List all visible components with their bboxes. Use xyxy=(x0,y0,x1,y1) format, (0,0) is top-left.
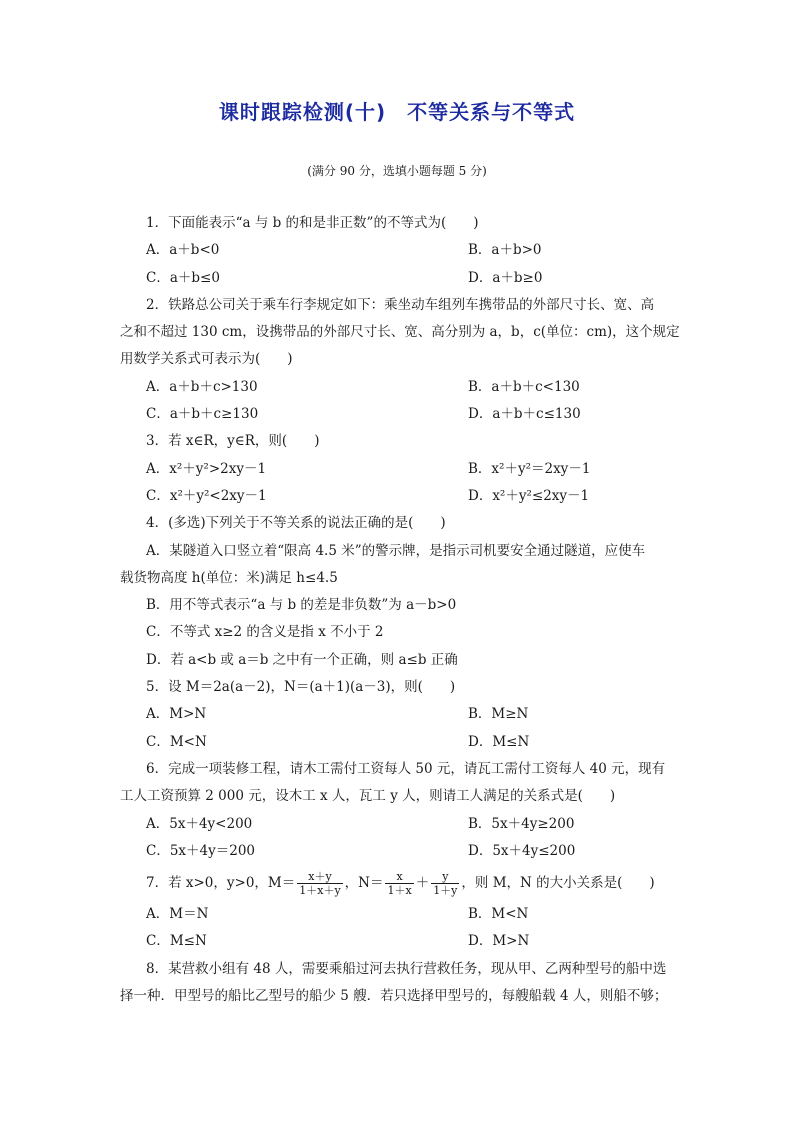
question-1-options-row-1 xyxy=(120,237,680,264)
question-7-option-c: C．M≤N xyxy=(146,933,207,950)
question-6-option-c: C．5x＋4y＝200 xyxy=(146,842,256,859)
question-4-option-b: B．用不等式表示“a 与 b 的差是非负数”为 a－b>0 xyxy=(146,597,457,614)
question-6-stem-line-1: 6．完成一项装修工程，请木工需付工资每人 50 元，请瓦工需付工资每人 40 元，现有 xyxy=(146,760,666,777)
question-3-options-row-1 xyxy=(120,456,680,483)
question-2-option-a: A．a＋b＋c>130 xyxy=(146,378,258,395)
fraction-n-1 xyxy=(385,870,413,897)
question-7-option-b: B．M<N xyxy=(468,906,529,923)
question-6-stem-line-2: 工人工资预算 2 000 元，设木工 x 人，瓦工 y 人，则请工人满足的关系式是( ) xyxy=(120,788,616,805)
fraction-n-1-denominator: 1＋x xyxy=(387,884,412,898)
question-5-option-b: B．M≥N xyxy=(468,706,529,723)
question-7-options-row-2 xyxy=(120,928,680,955)
question-6-option-a: A．5x＋4y<200 xyxy=(146,815,253,832)
question-2-option-d: D．a＋b＋c≤130 xyxy=(468,406,581,423)
fraction-m-denominator: 1＋x＋y xyxy=(299,884,341,898)
question-3-option-d: D．x²＋y²≤2xy－1 xyxy=(468,487,590,504)
question-1-option-b: B．a＋b>0 xyxy=(468,242,542,259)
question-1-options-row-2 xyxy=(120,265,680,292)
fraction-m xyxy=(297,870,342,897)
fraction-n-2-denominator: 1＋y xyxy=(433,884,458,898)
question-5-option-c: C．M<N xyxy=(146,733,207,750)
fraction-n-2-numerator: y xyxy=(431,870,459,884)
question-1-option-c: C．a＋b≤0 xyxy=(146,269,220,286)
question-2-stem-line-1: 2．铁路总公司关于乘车行李规定如下：乘坐动车组列车携带品的外部尺寸长、宽、高 xyxy=(146,296,655,313)
question-1-stem: 1．下面能表示“a 与 b 的和是非正数”的不等式为( ) xyxy=(146,215,479,231)
question-7-text-2: ，N＝ xyxy=(344,875,384,892)
question-3-option-b: B．x²＋y²＝2xy－1 xyxy=(468,460,591,477)
score-note: (满分 90 分，选填小题每题 5 分) xyxy=(307,164,487,178)
question-7-option-a: A．M＝N xyxy=(146,906,209,923)
question-4-option-c: C．不等式 x≥2 的含义是指 x 不小于 2 xyxy=(146,624,384,641)
question-5-stem: 5．设 M＝2a(a－2)，N＝(a＋1)(a－3)，则( ) xyxy=(146,679,456,696)
question-list xyxy=(120,210,680,1010)
question-2-option-b: B．a＋b＋c<130 xyxy=(468,378,580,395)
question-5-options-row-1 xyxy=(120,701,680,728)
question-4-option-a-line-1: A．某隧道入口竖立着“限高 4.5 米”的警示牌，是指示司机要安全通过隧道，应使车 xyxy=(146,542,646,559)
question-8-stem-line-1: 8．某营救小组有 48 人，需要乘船过河去执行营救任务，现从甲、乙两种型号的船中选 xyxy=(146,960,667,977)
question-2-options-row-2 xyxy=(120,401,680,428)
question-7-options-row-1 xyxy=(120,901,680,928)
question-5-options-row-2 xyxy=(120,729,680,756)
question-6-option-b: B．5x＋4y≥200 xyxy=(468,815,575,832)
question-8-stem-line-2: 择一种．甲型号的船比乙型号的船少 5 艘．若只选择甲型号的，每艘船载 4 人，则船不够； xyxy=(120,988,668,1005)
question-2-stem-line-2: 之和不超过 130 cm，设携带品的外部尺寸长、宽、高分别为 a，b，c(单位：cm)，这个规定 xyxy=(120,324,680,341)
question-7-text-4: ，则 M，N 的大小关系是( ) xyxy=(461,875,655,892)
question-5-option-a: A．M>N xyxy=(146,706,207,723)
question-2-option-c: C．a＋b＋c≥130 xyxy=(146,406,259,423)
question-3-option-a: A．x²＋y²>2xy－1 xyxy=(146,460,267,477)
question-7-option-d: D．M>N xyxy=(468,933,530,950)
fraction-n-1-numerator: x xyxy=(385,870,413,884)
page-title: 课时跟踪检测(十) 不等关系与不等式 xyxy=(218,100,576,124)
question-4-stem: 4．(多选)下列关于不等关系的说法正确的是( ) xyxy=(146,515,446,532)
question-3-options-row-2 xyxy=(120,483,680,510)
question-6-options-row-2 xyxy=(120,838,680,865)
question-1-option-a: A．a＋b<0 xyxy=(146,242,220,259)
question-7-text-1: 7．若 x>0，y>0，M＝ xyxy=(146,875,296,892)
question-3-stem: 3．若 x∈R，y∈R，则( ) xyxy=(146,433,320,450)
question-6-options-row-1 xyxy=(120,811,680,838)
question-1-option-d: D．a＋b≥0 xyxy=(468,269,543,286)
fraction-m-numerator: x＋y xyxy=(297,870,342,884)
question-6-option-d: D．5x＋4y≤200 xyxy=(468,842,576,859)
question-7-text-3: ＋ xyxy=(415,875,430,892)
question-5-option-d: D．M≤N xyxy=(468,733,530,750)
question-2-stem-line-3: 用数学关系式可表示为( ) xyxy=(120,351,293,368)
question-3-option-c: C．x²＋y²<2xy－1 xyxy=(146,487,267,504)
question-4-option-d: D．若 a<b 或 a＝b 之中有一个正确，则 a≤b 正确 xyxy=(146,651,458,668)
fraction-n-2 xyxy=(431,870,459,897)
question-2-options-row-1 xyxy=(120,374,680,401)
question-7-stem xyxy=(120,865,680,901)
question-4-option-a-line-2: 载货物高度 h(单位：米)满足 h≤4.5 xyxy=(120,569,338,586)
